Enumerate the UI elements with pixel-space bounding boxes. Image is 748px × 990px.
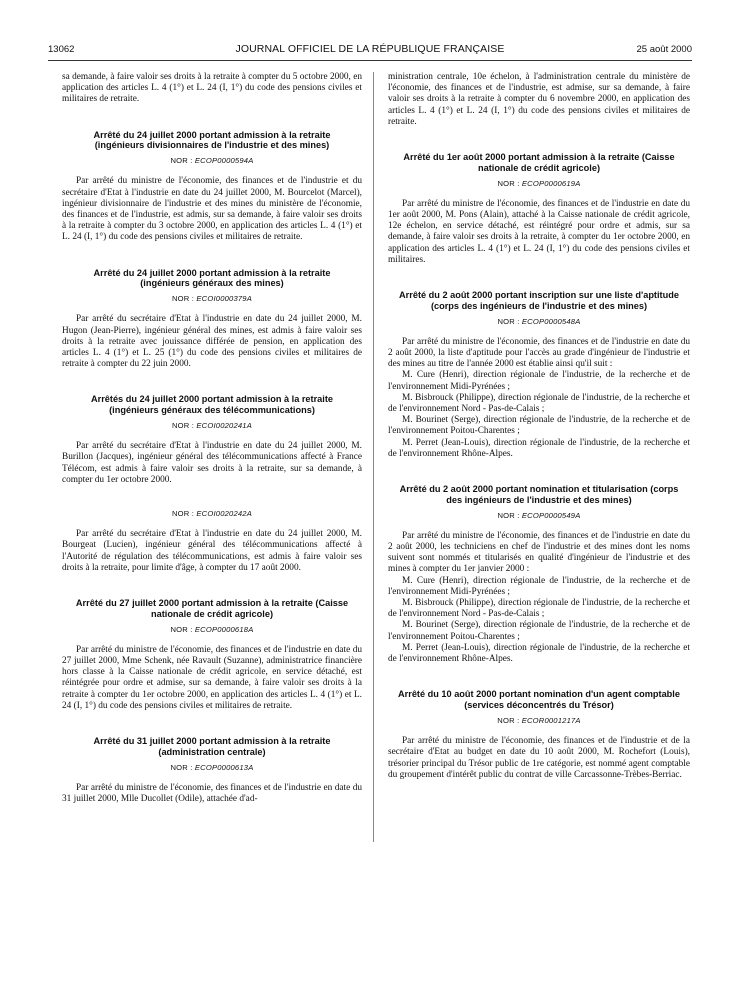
nor-reference bbox=[62, 508, 362, 519]
continued-paragraph: ministration centrale, 10e échelon, à l'administration centrale du ministère de l'économie, des finances et de l'industrie, est admise, sur sa demande, à faire valoir ses droits à la retraite à compter du 6 novembre 2000, en application des articles L. 4 (1°) et L. 24 (I, 1°) du code des pensions civiles et militaires de retraite. bbox=[388, 72, 690, 127]
decree-title: Arrêté du 2 août 2000 portant inscription sur une liste d'aptitude (corps des ingénieurs de l'industrie et des mines) bbox=[399, 290, 679, 311]
decree-title: Arrêtés du 24 juillet 2000 portant admission à la retraite (ingénieurs généraux des télécommunications) bbox=[90, 394, 334, 416]
nor-code: ECOI0000379A bbox=[196, 294, 252, 304]
decree-paragraph: M. Perret (Jean-Louis), direction régionale de l'industrie, de la recherche et de l'environnement Rhône-Alpes. bbox=[388, 437, 690, 459]
nor-label: NOR : bbox=[171, 509, 195, 519]
nor-code: ECOP0000613A bbox=[194, 762, 254, 772]
nor-code: ECOI0020241A bbox=[196, 421, 252, 431]
decree-paragraph: M. Cure (Henri), direction régionale de l'industrie, de la recherche et de l'environnement Midi-Pyrénées ; bbox=[388, 370, 690, 392]
nor-reference bbox=[62, 155, 362, 166]
nor-reference bbox=[388, 178, 690, 189]
nor-label: NOR : bbox=[497, 715, 520, 725]
nor-label: NOR : bbox=[170, 624, 193, 634]
page-number: 13062 bbox=[48, 44, 75, 55]
publication-date: 25 août 2000 bbox=[636, 44, 692, 55]
right-column bbox=[388, 72, 690, 781]
nor-label: NOR : bbox=[171, 294, 195, 304]
decree-paragraph: Par arrêté du ministre de l'économie, des finances et de l'industrie en date du 2 août 2000, les techniciens en chef de l'industrie et des mines dont les noms suivent sont nommés et titularisés en qualité d'ingénieur de l'industrie et des mines à compter du 1er janvier 2000 : bbox=[388, 530, 690, 575]
decree-title: Arrêté du 2 août 2000 portant nomination et titularisation (corps des ingénieurs de l'industrie et des mines) bbox=[399, 484, 679, 505]
nor-reference bbox=[62, 624, 362, 635]
decree-paragraph: Par arrêté du ministre de l'économie, des finances et de l'industrie en date du 31 juillet 2000, Mlle Ducollet (Odile), attachée d'ad- bbox=[62, 782, 362, 805]
decree-title: Arrêté du 1er août 2000 portant admission à la retraite (Caisse nationale de crédit agricole) bbox=[403, 152, 675, 173]
nor-label: NOR : bbox=[171, 421, 195, 431]
nor-reference bbox=[388, 316, 690, 327]
decree-title: Arrêté du 24 juillet 2000 portant admission à la retraite (ingénieurs divisionnaires de l'industrie et des mines) bbox=[93, 129, 331, 151]
decree-title: Arrêté du 27 juillet 2000 portant admission à la retraite (Caisse nationale de crédit agricole) bbox=[75, 598, 349, 619]
decree-paragraph: Par arrêté du secrétaire d'Etat à l'industrie en date du 24 juillet 2000, M. Bourgeat (Lucien), ingénieur général des télécommunications affecté à l'Autorité de régulation des télécommunications, est admis à faire valoir ses droits à la retraite, pour limite d'âge, à compter du 17 août 2000. bbox=[62, 529, 362, 573]
page-header bbox=[48, 38, 692, 61]
decree-paragraph: Par arrêté du secrétaire d'Etat à l'industrie en date du 24 juillet 2000, M. Hugon (Jean-Pierre), ingénieur général des mines, est admis à faire valoir ses droits à la retraite avec jouissance différée de pension, en application des articles L. 4 (1°) et L. 25 (1°) du code des pensions civiles et militaires de retraite à compter du 22 juin 2000. bbox=[62, 314, 362, 370]
nor-reference bbox=[62, 762, 362, 773]
decree-paragraph: Par arrêté du ministre de l'économie, des finances et de l'industrie et de la secrétaire d'Etat au budget en date du 10 août 2000, M. Rochefort (Louis), trésorier principal du Trésor public de 1re catégorie, est nommé agent comptable du groupement d'intérêt public du contrat de ville Carcassonne-Trèbes-Berriac. bbox=[388, 736, 690, 780]
nor-reference bbox=[388, 715, 690, 726]
decree-paragraph: M. Bisbrouck (Philippe), direction régionale de l'industrie, de la recherche et de l'environnement Nord - Pas-de-Calais ; bbox=[388, 392, 690, 415]
decree-title: Arrêté du 10 août 2000 portant nomination d'un agent comptable (services déconcentrés du Trésor) bbox=[398, 689, 680, 711]
nor-code: ECOP0000549A bbox=[521, 510, 581, 520]
nor-reference bbox=[62, 293, 362, 304]
decree-paragraph: Par arrêté du ministre de l'économie, des finances et de l'industrie en date du 2 août 2000, la liste d'aptitude pour l'accès au grade d'ingénieur de l'industrie et des mines au titre de l'année 2000 est établie ainsi qu'il suit : bbox=[388, 336, 690, 370]
decree-paragraph: M. Bisbrouck (Philippe), direction régionale de l'industrie, de la recherche et de l'environnement Nord - Pas-de-Calais ; bbox=[388, 598, 690, 620]
left-column bbox=[62, 72, 362, 805]
nor-reference bbox=[62, 420, 362, 431]
decree-paragraph: M. Perret (Jean-Louis), direction régionale de l'industrie, de la recherche et de l'environnement Rhône-Alpes. bbox=[388, 642, 690, 665]
nor-reference bbox=[388, 510, 690, 521]
nor-label: NOR : bbox=[170, 156, 193, 166]
decree-paragraph: M. Bourinet (Serge), direction régionale de l'industrie, de la recherche et de l'environnement Poitou-Charentes ; bbox=[388, 620, 690, 642]
decree-paragraph: M. Cure (Henri), direction régionale de l'industrie, de la recherche et de l'environnement Midi-Pyrénées ; bbox=[388, 575, 690, 597]
nor-code: ECOP0000618A bbox=[194, 624, 254, 634]
decree-title: Arrêté du 31 juillet 2000 portant admission à la retraite (administration centrale) bbox=[93, 736, 331, 757]
nor-label: NOR : bbox=[170, 762, 193, 772]
nor-label: NOR : bbox=[497, 316, 520, 326]
decree-paragraph: Par arrêté du ministre de l'économie, des finances et de l'industrie et du secrétaire d'Etat à l'industrie en date du 24 juillet 2000, M. Bourcelot (Marcel), ingénieur divisionnaire de l'industrie et des mines du ministère de l'économie, des finances et de l'industrie, est admis, sur sa demande, à faire valoir ses droits à la retraite à compter du 3 octobre 2000, en application des articles L. 4 (1°) et L. 24 (I, 1°) du code des pensions civiles et militaires de retraite. bbox=[62, 176, 362, 243]
column-divider bbox=[373, 72, 374, 842]
nor-code: ECOP0000594A bbox=[194, 156, 254, 166]
nor-code: ECOI0020242A bbox=[196, 509, 252, 519]
nor-code: ECOR0001217A bbox=[521, 715, 581, 725]
decree-paragraph: Par arrêté du secrétaire d'Etat à l'industrie en date du 24 juillet 2000, M. Burillon (Jacques), ingénieur général des télécommunications affecté à France Télécom, est admis à faire valoir ses droits à la retraite, sur sa demande, à compter du 1er octobre 2000. bbox=[62, 441, 362, 485]
decree-title: Arrêté du 24 juillet 2000 portant admission à la retraite (ingénieurs généraux des mines) bbox=[93, 267, 331, 289]
nor-code: ECOP0000619A bbox=[521, 178, 581, 188]
nor-label: NOR : bbox=[497, 510, 520, 520]
decree-paragraph: Par arrêté du ministre de l'économie, des finances et de l'industrie en date du 1er août 2000, M. Pons (Alain), attaché à la Caisse nationale de crédit agricole, 12e échelon, en service détaché, est réintégré pour ordre et admis, sur sa demande, à faire valoir ses droits à la retraite, à compter du 1er octobre 2000, en application des articles L. 4 (1°) et L. 24 (I, 1°) du code des pensions civiles et militaires. bbox=[388, 198, 690, 265]
continued-paragraph: sa demande, à faire valoir ses droits à la retraite à compter du 5 octobre 2000, en application des articles L. 4 (1°) et L. 24 (I, 1°) du code des pensions civiles et militaires de retraite. bbox=[62, 72, 362, 105]
decree-paragraph: M. Bourinet (Serge), direction régionale de l'industrie, de la recherche et de l'environnement Poitou-Charentes ; bbox=[388, 415, 690, 437]
decree-paragraph: Par arrêté du ministre de l'économie, des finances et de l'industrie en date du 27 juillet 2000, Mme Schenk, née Ravault (Suzanne), administratrice financière hors classe à la Caisse nationale de crédit agricole, en service détaché, est réintégrée pour ordre et admise, sur sa demande, à faire valoir ses droits à la retraite à compter du 1er octobre 2000, en application des articles L. 4 (1°) et L. 24 (I, 1°) du code des pensions civiles et militaires de retraite. bbox=[62, 644, 362, 711]
journal-title: JOURNAL OFFICIEL DE LA RÉPUBLIQUE FRANÇAISE bbox=[235, 43, 505, 55]
nor-label: NOR : bbox=[497, 178, 520, 188]
nor-code: ECOP0000548A bbox=[521, 316, 581, 326]
